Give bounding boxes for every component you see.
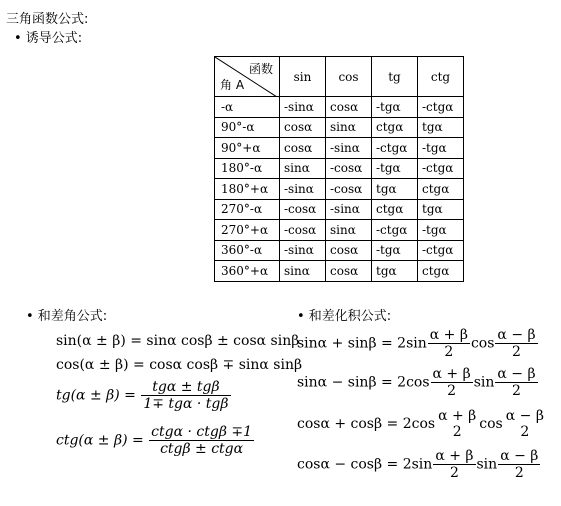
- fraction: [495, 366, 537, 399]
- table-row: [215, 117, 464, 138]
- denominator: 2: [444, 344, 454, 361]
- numerator: ctgα · ctgβ ∓1: [151, 424, 253, 440]
- value-cell: -cosα: [326, 179, 372, 200]
- value-cell: -ctgα: [372, 138, 418, 159]
- formula-mid: sin: [473, 374, 495, 391]
- column-header: cos: [326, 57, 372, 97]
- value-cell: cosα: [280, 138, 326, 159]
- angle-cell: 360°+α: [215, 261, 280, 282]
- numerator: α − β: [505, 408, 544, 424]
- formula-tg-sum: [56, 379, 232, 412]
- value-cell: -ctgα: [418, 158, 464, 179]
- corner-function-label: 函数: [248, 62, 273, 76]
- denominator: 2: [512, 383, 521, 400]
- angle-cell: 180°+α: [215, 179, 280, 200]
- sum2prod-heading: • 和差化积公式:: [297, 309, 392, 324]
- formula-mid: sin: [476, 456, 498, 473]
- table-row: [215, 220, 464, 241]
- denominator: 2: [447, 383, 457, 400]
- value-cell: -tgα: [418, 220, 464, 241]
- table-row: [215, 97, 464, 118]
- denominator: ctgβ ± ctgα: [160, 441, 244, 458]
- value-cell: sinα: [326, 220, 372, 241]
- sumdiff-heading: • 和差角公式:: [26, 309, 108, 324]
- fraction: [504, 408, 546, 440]
- value-cell: ctgα: [418, 179, 464, 200]
- value-cell: -cosα: [280, 220, 326, 241]
- formula-cos-sum: cos(α ± β) = cosα cosβ ∓ sinα sinβ: [56, 357, 303, 373]
- corner-angle-label: 角 A: [220, 78, 245, 92]
- denominator: 2: [512, 344, 521, 361]
- fraction: [495, 327, 537, 360]
- table-row: [215, 240, 464, 261]
- numerator: α + β: [435, 448, 474, 464]
- value-cell: sinα: [280, 158, 326, 179]
- value-cell: ctgα: [372, 117, 418, 138]
- formula-lhs: sinα − sinβ = 2cos: [297, 374, 430, 391]
- formula-cos-minus-cos: [297, 448, 541, 481]
- numerator: α + β: [432, 366, 471, 382]
- column-header: ctg: [418, 57, 464, 97]
- table-row: [215, 138, 464, 159]
- value-cell: -tgα: [418, 138, 464, 159]
- value-cell: -cosα: [326, 158, 372, 179]
- formula-sin-sum: sin(α ± β) = sinα cosβ ± cosα sinβ: [56, 333, 300, 349]
- formula-lhs: ctg(α ± β) =: [56, 432, 144, 449]
- induction-heading: • 诱导公式:: [14, 31, 83, 46]
- fraction: [149, 424, 254, 457]
- numerator: α − β: [500, 448, 539, 464]
- formula-mid: cos: [470, 335, 495, 352]
- denominator: 2: [449, 465, 459, 482]
- fraction: [141, 379, 230, 412]
- value-cell: sinα: [326, 117, 372, 138]
- denominator: 2: [514, 465, 524, 482]
- numerator: α + β: [438, 408, 477, 424]
- angle-cell: 90°+α: [215, 138, 280, 159]
- angle-cell: 90°-α: [215, 117, 280, 138]
- denominator: 2: [520, 424, 530, 441]
- value-cell: -ctgα: [418, 240, 464, 261]
- angle-cell: 270°+α: [215, 220, 280, 241]
- fraction: [433, 448, 475, 481]
- value-cell: -sinα: [280, 240, 326, 261]
- fraction: [498, 448, 540, 481]
- value-cell: cosα: [326, 240, 372, 261]
- angle-cell: 360°-α: [215, 240, 280, 261]
- value-cell: tgα: [372, 261, 418, 282]
- numerator: α + β: [429, 327, 468, 343]
- value-cell: -tgα: [372, 240, 418, 261]
- table-body: [215, 97, 464, 282]
- table-corner-cell: [215, 57, 280, 97]
- value-cell: sinα: [280, 261, 326, 282]
- induction-table: [214, 56, 464, 282]
- angle-cell: -α: [215, 97, 280, 118]
- fraction: [431, 366, 473, 399]
- formula-sin-minus-sin: [297, 366, 539, 399]
- value-cell: -sinα: [280, 97, 326, 118]
- value-cell: -cosα: [280, 199, 326, 220]
- formula-cos-plus-cos: [297, 408, 547, 440]
- denominator: 1∓ tgα · tgβ: [143, 396, 229, 413]
- angle-cell: 270°-α: [215, 199, 280, 220]
- value-cell: -sinα: [326, 138, 372, 159]
- formula-sin-plus-sin: [297, 327, 539, 360]
- formula-lhs: cosα − cosβ = 2sin: [297, 456, 433, 473]
- page-title: 三角函数公式:: [6, 12, 89, 27]
- value-cell: cosα: [326, 97, 372, 118]
- table-row: [215, 179, 464, 200]
- fraction: [428, 327, 470, 360]
- fraction: [436, 408, 478, 440]
- formula-lhs: cosα + cosβ = 2cos: [297, 416, 436, 433]
- table-row: [215, 199, 464, 220]
- table-row: [215, 158, 464, 179]
- numerator: α − β: [497, 366, 536, 382]
- denominator: 2: [452, 424, 462, 441]
- value-cell: -sinα: [280, 179, 326, 200]
- value-cell: cosα: [326, 261, 372, 282]
- angle-cell: 180°-α: [215, 158, 280, 179]
- table-header-row: [215, 57, 464, 97]
- value-cell: tgα: [418, 117, 464, 138]
- numerator: α − β: [497, 327, 536, 343]
- value-cell: tgα: [418, 199, 464, 220]
- value-cell: ctgα: [372, 199, 418, 220]
- formula-mid: cos: [479, 416, 503, 433]
- formula-ctg-sum: [56, 424, 255, 457]
- value-cell: tgα: [372, 179, 418, 200]
- numerator: tgα ± tgβ: [141, 379, 230, 396]
- value-cell: -tgα: [372, 158, 418, 179]
- value-cell: -tgα: [372, 97, 418, 118]
- value-cell: -ctgα: [418, 97, 464, 118]
- column-header: sin: [280, 57, 326, 97]
- value-cell: ctgα: [418, 261, 464, 282]
- value-cell: -sinα: [326, 199, 372, 220]
- column-header: tg: [372, 57, 418, 97]
- formula-lhs: sinα + sinβ = 2sin: [297, 335, 427, 352]
- value-cell: -ctgα: [372, 220, 418, 241]
- table-row: [215, 261, 464, 282]
- value-cell: cosα: [280, 117, 326, 138]
- formula-lhs: tg(α ± β) =: [56, 387, 136, 404]
